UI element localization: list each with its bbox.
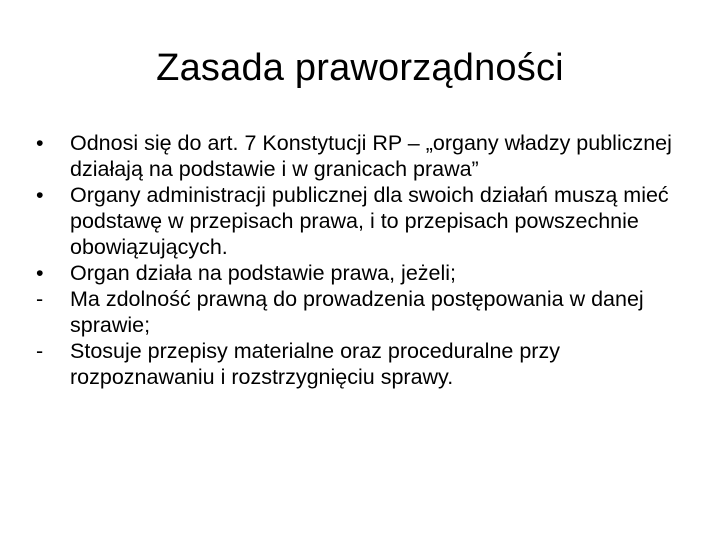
list-item-text: Stosuje przepisy materialne oraz proceduralne przy rozpoznawaniu i rozstrzygnięciu sprawy.	[70, 339, 560, 389]
bullet-marker: •	[36, 261, 44, 285]
bullet-marker: •	[36, 183, 44, 207]
dash-marker: -	[36, 287, 44, 311]
dash-marker: -	[36, 339, 44, 363]
list-item	[36, 286, 686, 338]
list-item	[36, 130, 686, 182]
bullet-list	[36, 130, 686, 390]
list-item	[36, 338, 686, 390]
bullet-marker: •	[36, 131, 44, 155]
list-item	[36, 182, 686, 260]
slide-title: Zasada praworządności	[156, 47, 564, 89]
list-item-text: Ma zdolność prawną do prowadzenia postępowania w danej sprawie;	[70, 287, 644, 337]
list-item-text: Organy administracji publicznej dla swoich działań muszą mieć podstawę w przepisach prawa, i to przepisach powszechnie obowiązujących.	[70, 183, 669, 259]
list-item-text: Odnosi się do art. 7 Konstytucji RP – „organy władzy publicznej działają na podstawie i w granicach prawa”	[70, 131, 672, 181]
list-item-text: Organ działa na podstawie prawa, jeżeli;	[70, 261, 457, 285]
list-item	[36, 260, 686, 286]
